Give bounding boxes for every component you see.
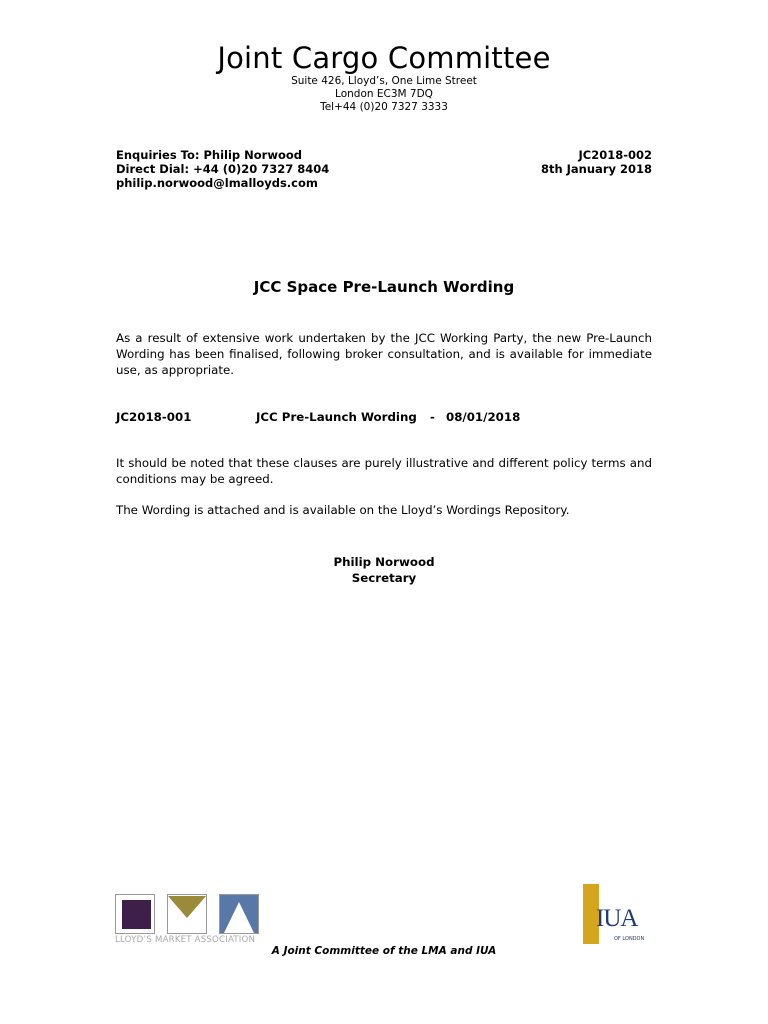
- signatory-name: Philip Norwood: [333, 555, 435, 569]
- footer-tagline: A Joint Committee of the LMA and IUA: [271, 945, 497, 957]
- address-line-3: Tel+44 (0)20 7327 3333: [320, 101, 448, 113]
- wording-ref-title: JCC Pre-Launch Wording: [256, 410, 417, 424]
- committee-title: Joint Cargo Committee: [217, 41, 551, 75]
- iua-caption: OF LONDON: [614, 936, 645, 942]
- email-line: philip.norwood@lmalloyds.com: [116, 176, 318, 190]
- iua-logo: [580, 880, 644, 946]
- lma-purple-square-icon: [115, 894, 155, 934]
- letter-date: 8th January 2018: [540, 162, 652, 176]
- reference-code: JC2018-002: [578, 148, 652, 162]
- letter-heading: JCC Space Pre-Launch Wording: [253, 278, 515, 296]
- enquiries-line: Enquiries To: Philip Norwood: [116, 148, 303, 162]
- lma-gold-triangle-icon: [167, 894, 207, 934]
- iua-letters: IUA: [596, 905, 638, 932]
- wording-ref-date: 08/01/2018: [446, 410, 521, 424]
- wording-ref-separator: -: [430, 410, 435, 424]
- direct-dial-line: Direct Dial: +44 (0)20 7327 8404: [116, 162, 330, 176]
- address-line-2: London EC3M 7DQ: [335, 88, 433, 100]
- signatory-role: Secretary: [351, 571, 417, 585]
- address-line-1: Suite 426, Lloyd’s, One Lime Street: [291, 75, 477, 87]
- lma-blue-triangle-icon: [219, 894, 259, 934]
- lma-logo: [115, 894, 260, 948]
- paragraph-illustrative: It should be noted that these clauses are purely illustrative and different policy terms and conditions may be agreed.: [116, 456, 652, 486]
- paragraph-intro: As a result of extensive work undertaken by the JCC Working Party, the new Pre-Launch Wording has been finalised, following broker consultation, and is available for immediate use, as appropriate.: [116, 331, 652, 377]
- lma-caption: LLOYD’S MARKET ASSOCIATION: [115, 935, 256, 945]
- wording-ref-code: JC2018-001: [116, 410, 192, 424]
- paragraph-repository: The Wording is attached and is available on the Lloyd’s Wordings Repository.: [116, 503, 570, 517]
